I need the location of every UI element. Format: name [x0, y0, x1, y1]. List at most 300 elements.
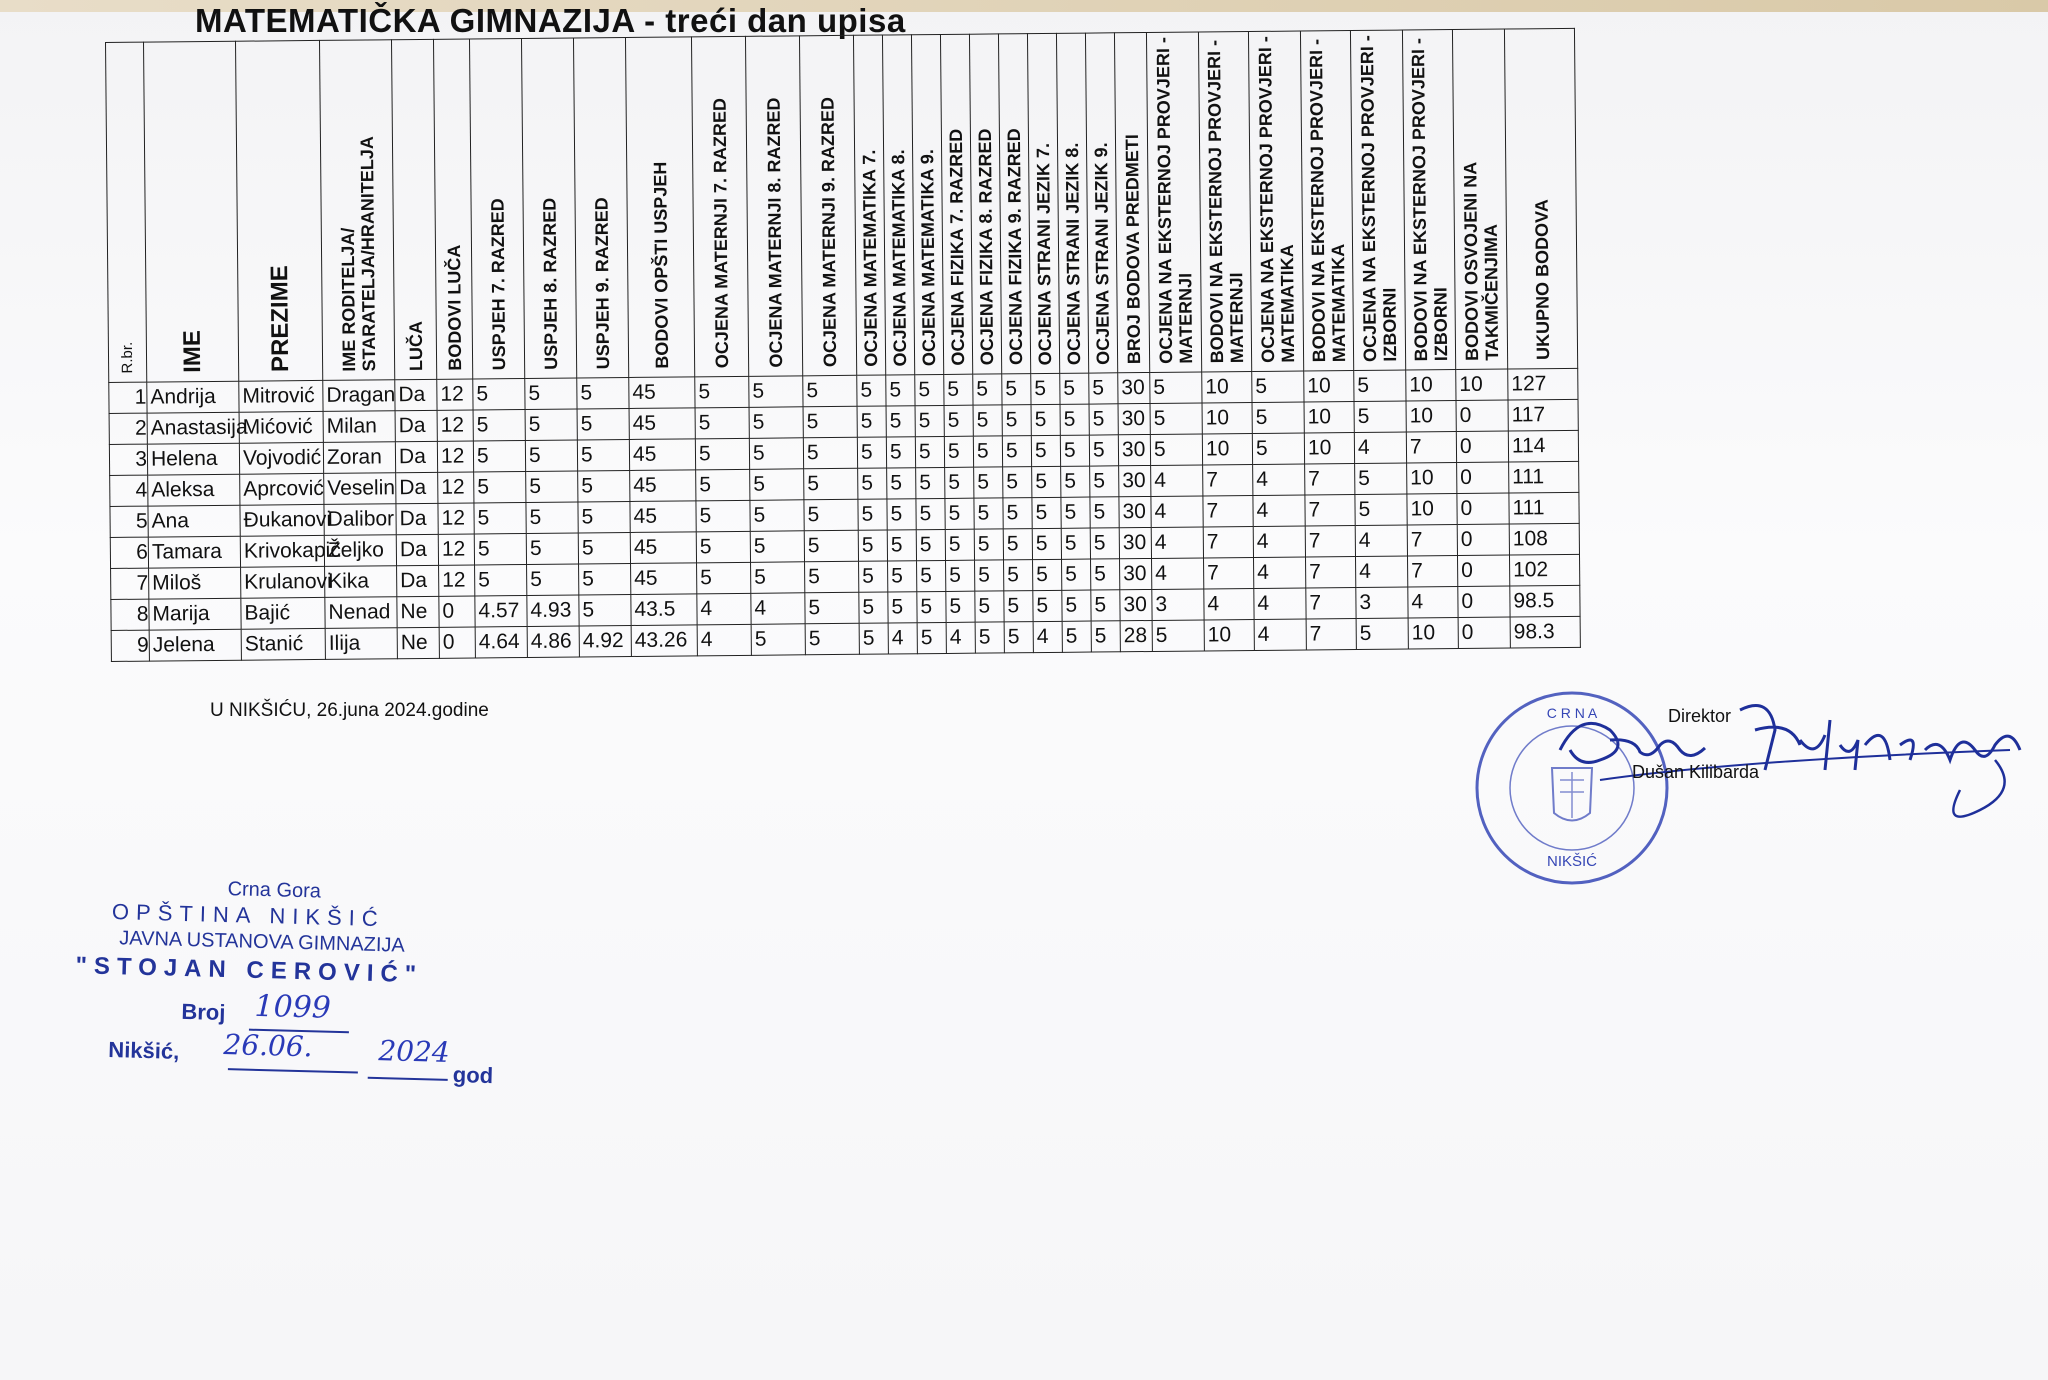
table-cell: 4 — [1408, 587, 1458, 618]
table-cell: 30 — [1120, 589, 1152, 620]
table-cell: 5 — [526, 471, 578, 502]
table-cell: 5 — [1032, 497, 1061, 528]
column-header — [1198, 32, 1251, 372]
column-header — [1452, 29, 1507, 369]
table-cell: 12 — [437, 379, 473, 410]
table-cell: 0 — [1457, 462, 1509, 493]
table-cell: 5 — [917, 560, 946, 591]
column-header — [1300, 31, 1353, 371]
column-header — [235, 40, 322, 381]
row-number: 6 — [110, 537, 148, 568]
enrollment-table-wrapper — [105, 24, 2026, 662]
column-header — [469, 39, 524, 379]
column-header-label: IME — [178, 330, 206, 374]
column-header-label: OCJENA FIZIKA 9. RAZRED — [1003, 128, 1027, 366]
table-cell: 108 — [1509, 523, 1579, 555]
column-header — [1504, 28, 1577, 369]
table-cell: 5 — [974, 529, 1003, 560]
table-cell: 5 — [1032, 466, 1061, 497]
table-cell: 7 — [1305, 495, 1355, 526]
table-cell: 4 — [697, 624, 751, 656]
table-cell: 12 — [438, 503, 474, 534]
table-cell: 4 — [946, 622, 975, 653]
table-cell: 5 — [750, 531, 804, 563]
column-header — [799, 35, 856, 376]
table-cell: 0 — [439, 627, 475, 658]
table-cell: 5 — [749, 438, 803, 470]
table-cell: 45 — [629, 377, 695, 409]
table-cell: 45 — [631, 563, 697, 595]
director-signature — [1540, 690, 2040, 840]
table-cell: 4 — [1355, 525, 1407, 556]
table-cell: 5 — [1356, 618, 1408, 649]
table-cell: 5 — [859, 592, 888, 623]
table-cell: 5 — [1089, 373, 1118, 404]
table-cell: 5 — [803, 375, 857, 407]
table-cell: 4 — [697, 593, 751, 625]
table-cell: 5 — [917, 591, 946, 622]
table-cell: Đukanovi — [240, 504, 324, 536]
table-cell: 5 — [804, 499, 858, 531]
column-header-label: BROJ BODOVA PREDMETI — [1121, 134, 1144, 365]
table-cell: Milan — [323, 411, 395, 443]
column-header-label: UKUPNO BODOVA — [1531, 199, 1553, 361]
table-cell: 0 — [1456, 431, 1508, 462]
table-cell: 5 — [578, 470, 630, 501]
table-cell: 5 — [1002, 405, 1031, 436]
table-cell: 4.92 — [579, 625, 631, 656]
table-cell: Ilija — [325, 628, 397, 660]
table-cell: Da — [395, 441, 437, 472]
column-header — [433, 39, 472, 379]
column-header-label: OCJENA MATERNJI 7. RAZRED — [709, 97, 732, 369]
table-cell: 10 — [1204, 619, 1254, 650]
column-header — [1146, 32, 1201, 372]
row-number: 7 — [111, 568, 149, 599]
column-header-label: OCJENA NA EKSTERNOJ PROVJERI - MATEMATIKA — [1254, 36, 1298, 363]
table-cell: 4.86 — [527, 626, 579, 657]
table-cell: 5 — [915, 405, 944, 436]
table-cell: 5 — [804, 468, 858, 500]
table-cell: 12 — [437, 410, 473, 441]
column-header-label: USPJEH 9. RAZRED — [591, 197, 613, 370]
table-cell: 7 — [1407, 556, 1457, 587]
table-cell: Ne — [397, 596, 439, 627]
table-cell: 5 — [1033, 590, 1062, 621]
table-cell: 5 — [1355, 494, 1407, 525]
table-cell: 5 — [1150, 372, 1202, 403]
column-header-label: USPJEH 7. RAZRED — [487, 198, 509, 371]
enrollment-table — [105, 28, 1581, 662]
column-header — [1056, 33, 1088, 373]
table-cell: 4 — [1204, 588, 1254, 619]
column-header-label: PREZIME — [265, 265, 294, 373]
column-header — [319, 40, 394, 381]
table-cell: 0 — [439, 596, 475, 627]
table-cell: 5 — [886, 406, 915, 437]
table-cell: 5 — [525, 378, 577, 409]
column-header-label: OCJENA MATERNJI 8. RAZRED — [763, 97, 786, 368]
table-cell: 5 — [1091, 559, 1120, 590]
table-cell: 5 — [751, 562, 805, 594]
table-cell: Željko — [324, 535, 396, 567]
table-cell: 5 — [1002, 374, 1031, 405]
column-header — [998, 34, 1030, 374]
table-cell: 43.5 — [631, 594, 697, 626]
table-cell: Zoran — [323, 442, 395, 474]
table-cell: 5 — [474, 533, 526, 564]
table-cell: 5 — [858, 530, 887, 561]
table-cell: Andrija — [147, 381, 239, 413]
table-cell: Marija — [149, 598, 241, 630]
column-header — [882, 35, 914, 375]
table-cell: 5 — [1062, 559, 1091, 590]
table-cell: 5 — [474, 471, 526, 502]
table-cell: 5 — [1031, 404, 1060, 435]
table-cell: 5 — [944, 436, 973, 467]
table-cell: 111 — [1509, 492, 1579, 524]
column-header — [1114, 33, 1149, 373]
column-header-label: USPJEH 8. RAZRED — [539, 197, 561, 370]
table-cell: 5 — [857, 437, 886, 468]
table-cell: 98.5 — [1510, 585, 1580, 617]
stamp-municipality: OPŠTINA NIKŠIĆ — [111, 899, 386, 932]
column-header — [625, 37, 694, 378]
stamp-god-label: god — [452, 1062, 494, 1089]
table-cell: 7 — [1305, 526, 1355, 557]
table-cell: 4 — [751, 593, 805, 625]
table-cell: 5 — [886, 375, 915, 406]
column-header-label: BODOVI LUČA — [443, 244, 465, 371]
table-cell: 12 — [437, 441, 473, 472]
table-cell: 4 — [1253, 464, 1305, 495]
table-cell: 5 — [1061, 497, 1090, 528]
table-cell: 5 — [915, 436, 944, 467]
director-name: Dušan Kilibarda — [1632, 762, 1760, 782]
table-cell: 5 — [1031, 373, 1060, 404]
column-header-label: LUČA — [405, 320, 426, 372]
column-header-label: OCJENA FIZIKA 8. RAZRED — [974, 128, 998, 366]
table-cell: 7 — [1407, 525, 1457, 556]
table-cell: 7 — [1305, 464, 1355, 495]
table-cell: Da — [397, 565, 439, 596]
table-cell: 5 — [696, 531, 750, 563]
column-header — [691, 36, 748, 377]
table-cell: 5 — [579, 563, 631, 594]
table-cell: 5 — [1004, 560, 1033, 591]
table-cell: 5 — [803, 406, 857, 438]
table-cell: 5 — [805, 623, 859, 655]
table-cell: 5 — [525, 409, 577, 440]
table-cell: 30 — [1118, 434, 1150, 465]
table-cell: 5 — [578, 501, 630, 532]
table-cell: 5 — [1033, 559, 1062, 590]
table-cell: 5 — [888, 592, 917, 623]
table-cell: 10 — [1304, 433, 1354, 464]
table-cell: 7 — [1306, 619, 1356, 650]
table-cell: 5 — [917, 622, 946, 653]
table-cell: 5 — [1062, 621, 1091, 652]
director-label: Direktor — [1668, 706, 1732, 726]
table-cell: 5 — [1060, 373, 1089, 404]
table-cell: 4 — [1254, 588, 1306, 619]
table-cell: Da — [396, 503, 438, 534]
column-header-label: OCJENA FIZIKA 7. RAZRED — [945, 129, 969, 366]
table-cell: Vojvodić — [239, 442, 323, 474]
table-cell: 5 — [916, 529, 945, 560]
table-cell: 10 — [1408, 618, 1458, 649]
column-header-label: OCJENA MATERNJI 9. RAZRED — [817, 96, 840, 368]
svg-text:NIKŠIĆ: NIKŠIĆ — [1546, 853, 1598, 870]
table-cell: Ana — [148, 505, 240, 537]
table-cell: 7 — [1306, 588, 1356, 619]
table-cell: 5 — [1032, 528, 1061, 559]
table-cell: 5 — [751, 624, 805, 656]
table-cell: 10 — [1202, 434, 1252, 465]
table-cell: 5 — [696, 469, 750, 501]
table-cell: 5 — [886, 437, 915, 468]
table-cell: 5 — [526, 502, 578, 533]
table-cell: 5 — [696, 500, 750, 532]
table-cell: Helena — [147, 443, 239, 475]
table-cell: 5 — [1004, 622, 1033, 653]
table-cell: 5 — [946, 591, 975, 622]
table-cell: 5 — [859, 623, 888, 654]
table-cell: 30 — [1118, 372, 1150, 403]
table-cell: 5 — [1252, 371, 1304, 402]
table-cell: 5 — [887, 499, 916, 530]
table-cell: 12 — [439, 565, 475, 596]
table-cell: 5 — [858, 499, 887, 530]
table-cell: 5 — [858, 468, 887, 499]
table-cell: 4 — [1354, 432, 1406, 463]
row-number: 4 — [110, 475, 148, 506]
column-header-label: R.br. — [118, 342, 136, 374]
table-cell: 5 — [749, 407, 803, 439]
table-cell: 5 — [474, 502, 526, 533]
table-cell: 5 — [946, 560, 975, 591]
table-cell: 0 — [1456, 400, 1508, 431]
table-cell: 5 — [1004, 591, 1033, 622]
column-header — [106, 42, 147, 382]
table-cell: 12 — [438, 534, 474, 565]
table-cell: 5 — [475, 564, 527, 595]
table-cell: 111 — [1509, 461, 1579, 493]
column-header-label: OCJENA NA EKSTERNOJ PROVJERI - IZBORNI — [1356, 35, 1400, 362]
document-title: MATEMATIČKA GIMNAZIJA - treći dan upisa — [195, 2, 906, 39]
table-cell: 10 — [1406, 401, 1456, 432]
table-cell: 5 — [859, 561, 888, 592]
row-number: 9 — [111, 630, 149, 661]
table-cell: 43.26 — [631, 625, 697, 657]
column-header-label: BODOVI NA EKSTERNOJ PROVJERI - IZBORNI — [1407, 37, 1451, 362]
table-cell: 5 — [916, 498, 945, 529]
column-header — [940, 34, 972, 374]
table-cell: 5 — [1060, 435, 1089, 466]
table-cell: 5 — [1355, 463, 1407, 494]
stamp-year-value: 2024 — [378, 1034, 451, 1069]
table-cell: 4 — [1151, 465, 1203, 496]
registration-stamp — [67, 874, 533, 1106]
table-cell: 30 — [1119, 527, 1151, 558]
table-cell: Krulanovi — [241, 566, 325, 598]
table-cell: 45 — [630, 532, 696, 564]
table-cell: 45 — [629, 439, 695, 471]
table-cell: Dalibor — [324, 504, 396, 536]
table-cell: 98.3 — [1510, 616, 1580, 648]
table-cell: 7 — [1406, 432, 1456, 463]
table-cell: 7 — [1203, 496, 1253, 527]
table-cell: 127 — [1508, 368, 1578, 400]
table-cell: 5 — [945, 467, 974, 498]
table-cell: 114 — [1508, 430, 1578, 462]
table-cell: 5 — [916, 467, 945, 498]
table-cell: 5 — [1090, 497, 1119, 528]
table-cell: 5 — [749, 376, 803, 408]
stamp-broj-value: 1099 — [254, 988, 332, 1026]
table-cell: 5 — [1252, 433, 1304, 464]
table-cell: 4 — [1033, 621, 1062, 652]
table-cell: 4 — [1355, 556, 1407, 587]
table-cell: 0 — [1457, 493, 1509, 524]
stamp-year-underline — [368, 1077, 448, 1081]
table-cell: 0 — [1458, 586, 1510, 617]
table-cell: 30 — [1118, 403, 1150, 434]
column-header — [1027, 33, 1059, 373]
stamp-country: Crna Gora — [227, 878, 322, 903]
table-cell: Tamara — [148, 536, 240, 568]
table-cell: Bajić — [241, 597, 325, 629]
column-header — [1085, 33, 1117, 373]
row-number: 1 — [109, 382, 147, 413]
table-cell: 4 — [1254, 619, 1306, 650]
table-cell: 5 — [579, 594, 631, 625]
table-cell: 5 — [695, 407, 749, 439]
footer-date: U NIKŠIĆU, 26.juna 2024.godine — [210, 700, 489, 721]
stamp-institution: JAVNA USTANOVA GIMNAZIJA — [119, 927, 406, 957]
column-header — [1350, 30, 1405, 370]
column-header — [745, 36, 802, 377]
table-cell: 10 — [1407, 463, 1457, 494]
column-header-label: OCJENA MATEMATIKA 9. — [917, 149, 940, 367]
table-cell: Da — [396, 472, 438, 503]
table-cell: 5 — [1061, 528, 1090, 559]
table-cell: 7 — [1204, 557, 1254, 588]
table-cell: 5 — [887, 468, 916, 499]
column-header-label: OCJENA STRANI JEZIK 9. — [1091, 141, 1114, 365]
table-cell: 5 — [1090, 528, 1119, 559]
table-cell: 4 — [1253, 526, 1305, 557]
table-cell: 5 — [945, 529, 974, 560]
stamp-place-label: Nikšić, — [108, 1037, 180, 1064]
table-cell: 5 — [1090, 466, 1119, 497]
row-number: 3 — [109, 444, 147, 475]
column-header-label: OCJENA MATEMATIKA 7. — [859, 149, 882, 367]
table-cell: 5 — [915, 374, 944, 405]
table-header-row — [106, 28, 1578, 382]
column-header — [911, 34, 943, 374]
column-header — [1402, 30, 1455, 370]
column-header-label: BODOVI OPŠTI USPJEH — [649, 161, 672, 369]
table-cell: 5 — [944, 405, 973, 436]
table-cell: 5 — [1003, 529, 1032, 560]
column-header — [853, 35, 885, 375]
table-cell: 5 — [888, 561, 917, 592]
column-header-label: BODOVI OSVOJENI NA TAKMIČENJIMA — [1459, 162, 1502, 361]
table-cell: 5 — [804, 530, 858, 562]
table-cell: 5 — [1002, 436, 1031, 467]
stamp-school-name: "STOJAN CEROVIĆ" — [75, 952, 424, 989]
table-cell: 5 — [473, 378, 525, 409]
table-cell: 5 — [527, 564, 579, 595]
table-cell: 30 — [1120, 558, 1152, 589]
table-cell: 5 — [1152, 620, 1204, 651]
table-cell: 5 — [1061, 466, 1090, 497]
table-cell: 10 — [1202, 372, 1252, 403]
column-header-label: IME RODITELJA/ STARATELJA/HRANITELJA — [337, 136, 379, 372]
table-cell: 5 — [697, 562, 751, 594]
column-header-label: OCJENA STRANI JEZIK 7. — [1033, 142, 1056, 366]
row-number: 2 — [109, 413, 147, 444]
table-cell: Da — [396, 534, 438, 565]
table-cell: Mićović — [239, 411, 323, 443]
table-cell: 5 — [1252, 402, 1304, 433]
table-cell: 30 — [1119, 496, 1151, 527]
table-cell: 5 — [577, 377, 629, 408]
table-cell: 5 — [973, 436, 1002, 467]
table-cell: Miloš — [149, 567, 241, 599]
table-cell: Stanić — [241, 628, 325, 660]
table-cell: Jelena — [149, 629, 241, 661]
table-cell: 5 — [1003, 467, 1032, 498]
table-cell: Dragan — [323, 380, 395, 412]
column-header — [521, 38, 576, 378]
table-cell: Da — [395, 410, 437, 441]
column-header — [1248, 31, 1303, 371]
table-cell: 4 — [1254, 557, 1306, 588]
table-cell: 4.57 — [475, 595, 527, 626]
table-cell: Da — [395, 379, 437, 410]
table-cell: 4 — [1253, 495, 1305, 526]
table-cell: 4 — [888, 623, 917, 654]
table-cell: 5 — [887, 530, 916, 561]
table-cell: 5 — [473, 440, 525, 471]
table-cell: 5 — [1062, 590, 1091, 621]
table-cell: 4 — [1151, 527, 1203, 558]
table-cell: 0 — [1457, 524, 1509, 555]
table-cell: Ne — [397, 627, 439, 658]
table-cell: 10 — [1304, 402, 1354, 433]
table-cell: 5 — [1150, 403, 1202, 434]
table-cell: 5 — [975, 560, 1004, 591]
table-cell: Kika — [325, 566, 397, 598]
table-cell: 5 — [1091, 590, 1120, 621]
table-cell: 5 — [525, 440, 577, 471]
table-cell: 5 — [975, 591, 1004, 622]
table-cell: 5 — [975, 622, 1004, 653]
table-cell: 45 — [630, 501, 696, 533]
stamp-broj-label: Broj — [181, 998, 226, 1026]
table-cell: 4 — [1151, 496, 1203, 527]
column-header — [969, 34, 1001, 374]
table-cell: 5 — [1089, 435, 1118, 466]
table-cell: 5 — [1003, 498, 1032, 529]
table-cell: 5 — [805, 592, 859, 624]
table-cell: 5 — [857, 375, 886, 406]
row-number: 5 — [110, 506, 148, 537]
table-cell: 4.93 — [527, 595, 579, 626]
svg-text:C R N A: C R N A — [1546, 705, 1598, 721]
